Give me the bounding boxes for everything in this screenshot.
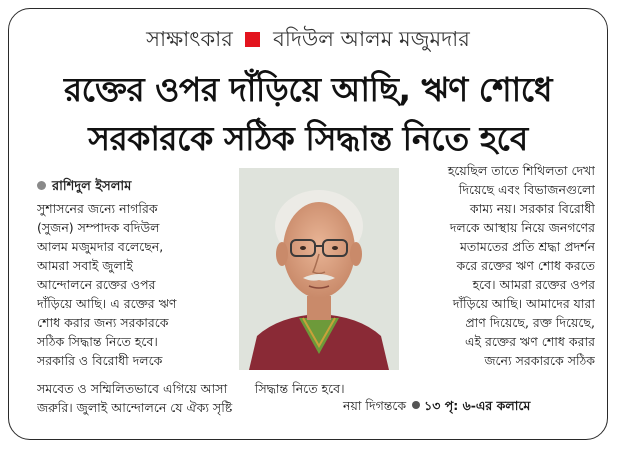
left-column [37, 199, 233, 370]
text-line: আলম মজুমদার বলেছেন, [37, 239, 164, 254]
text-line: সঠিক সিদ্ধান্ত নিতে হবে। [37, 334, 158, 349]
byline-dot-icon [37, 181, 46, 190]
text-line: মতামতের প্রতি শ্রদ্ধা প্রদর্শন [459, 239, 595, 254]
page-reference: ১৩ পৃ: ৬-এর কলামে [424, 398, 531, 413]
text-line: শোধ করার জন্য সরকারকে [37, 315, 169, 330]
kicker-label: সাক্ষাৎকার [146, 27, 233, 51]
bottom-left-line-1: সমবেত ও সম্মিলিতভাবে এগিয়ে আসা [37, 381, 228, 396]
text-line: আমরা সবাই জুলাই [37, 258, 133, 273]
portrait-photo [239, 168, 399, 370]
text-line: সুশাসনের জন্যে নাগরিক [37, 201, 158, 216]
headline-line-2: সরকারকে সঠিক সিদ্ধান্ত নিতে হবে [88, 119, 528, 158]
text-line: হয়েছিল তাতে শিথিলতা দেখা [447, 163, 595, 178]
paper-name: নয়া দিগন্তকে [343, 398, 407, 413]
text-line: (সুজন) সম্পাদক বদিউল [37, 220, 160, 235]
text-line: প্রাণ দিয়েছে, রক্ত দিয়েছে, [465, 315, 595, 330]
text-line: করে রক্তের ঋণ শোধ করতে [456, 258, 595, 273]
text-line: হবে। আমরা রক্তের ওপর [472, 277, 595, 292]
text-line: দিয়েছে এবং বিভাজনগুলো [458, 182, 595, 197]
text-line: দাঁড়িয়ে আছি। এ রক্তের ঋণ [37, 296, 177, 311]
text-line: দলকে আস্থায় নিয়ে জনগণের [449, 220, 595, 235]
text-line: সরকারি ও বিরোধী দলকে [37, 353, 163, 368]
text-line: দাঁড়িয়ে আছি। আমাদের যারা [452, 296, 595, 311]
red-square-icon [245, 32, 260, 47]
bottom-right-line: সিদ্ধান্ত নিতে হবে। [254, 381, 345, 396]
portrait-icon [239, 168, 399, 370]
text-line: কাম্য নয়। সরকার বিরোধী [469, 201, 595, 216]
kicker-name: বদিউল আলম মজুমদার [273, 27, 470, 51]
text-line: জন্যে সরকারকে সঠিক [484, 353, 595, 368]
bullet-icon [412, 401, 420, 409]
text-line: এই রক্তের ঋণ শোধ করার [465, 334, 595, 349]
kicker [9, 23, 607, 58]
byline [37, 177, 131, 198]
continuation-reference [343, 398, 530, 418]
bottom-left-line-2: জরুরি। জুলাই আন্দোলনে যে ঐক্য সৃষ্টি [37, 400, 233, 415]
right-column [409, 161, 595, 370]
text-line [37, 379, 597, 398]
headline-line-1: রক্তের ওপর দাঁড়িয়ে আছি, ঋণ শোধে [64, 70, 552, 109]
newspaper-clipping [8, 8, 608, 440]
byline-author: রাশিদুল ইসলাম [52, 179, 132, 194]
text-line: আন্দোলনে রক্তের ওপর [37, 277, 156, 292]
